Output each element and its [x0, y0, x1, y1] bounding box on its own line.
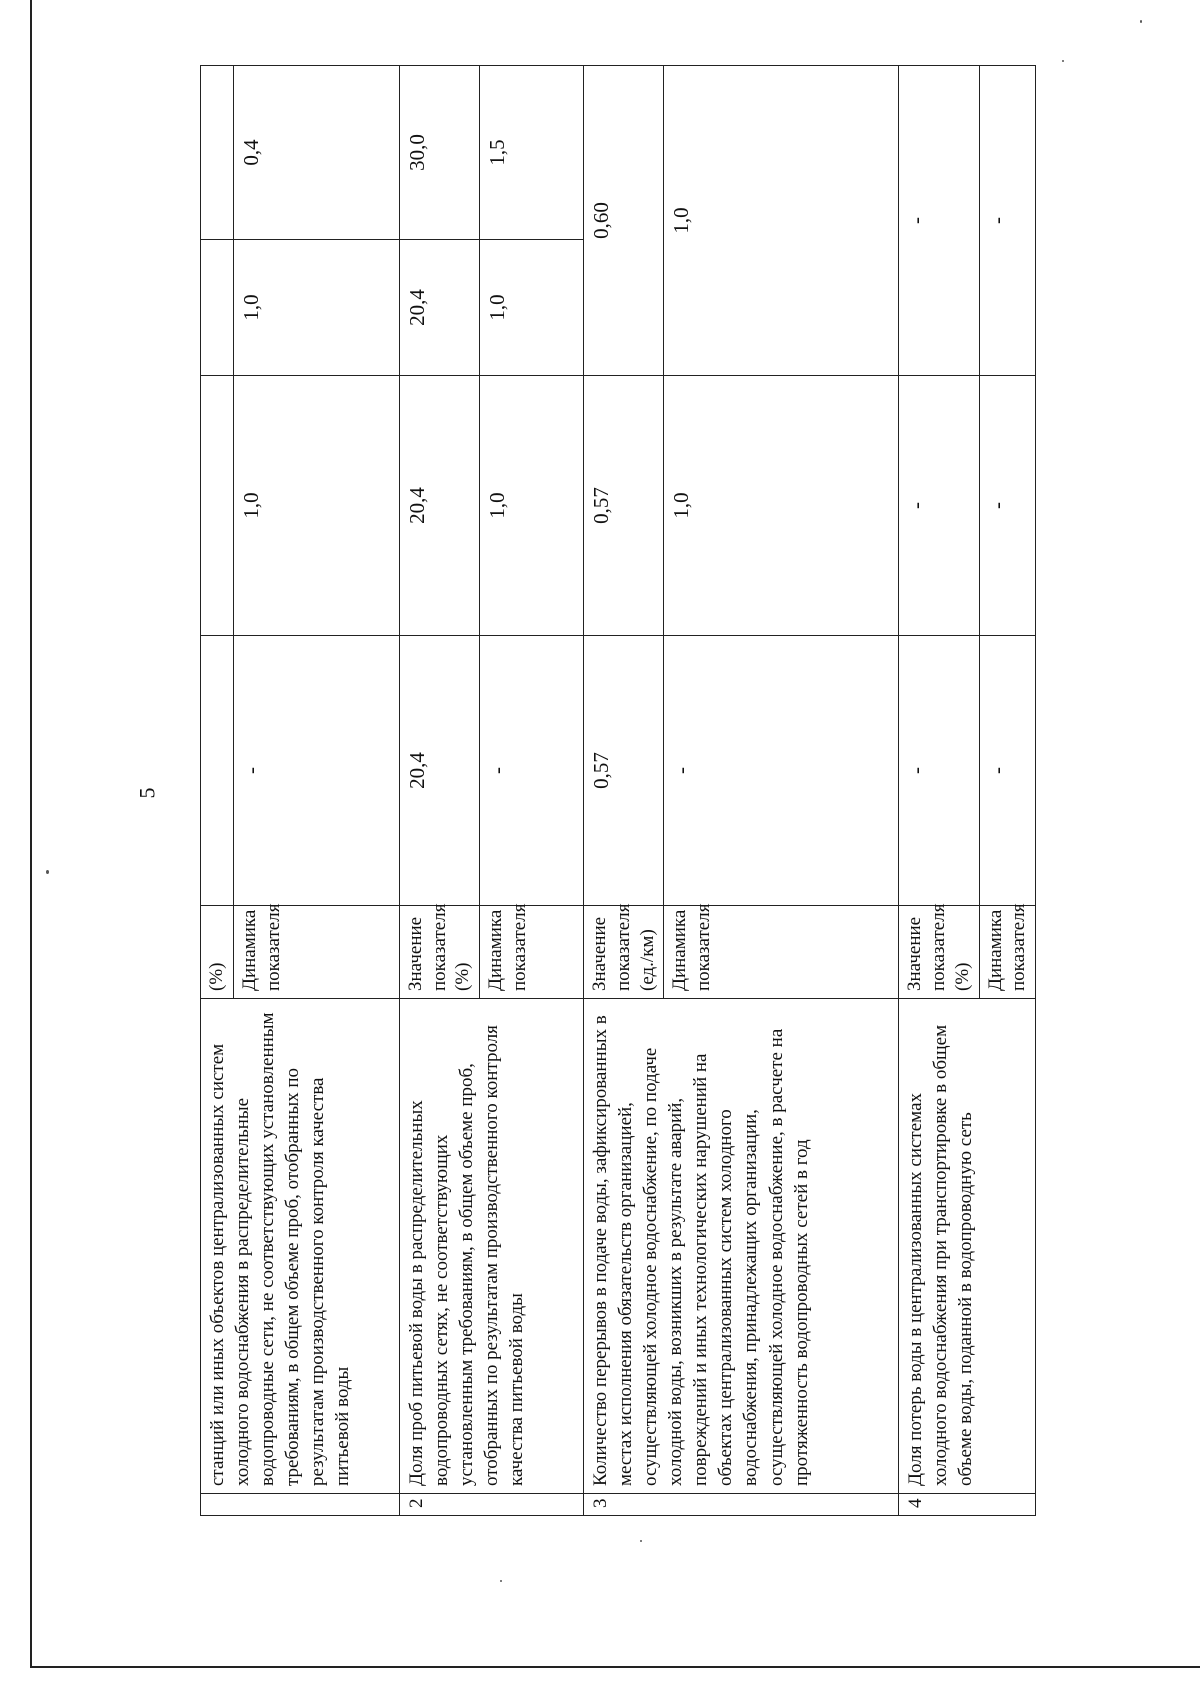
page-number: 5	[134, 787, 160, 799]
value-cell: 20,4	[399, 376, 479, 636]
value-cell: -	[979, 636, 1036, 906]
value-cell: 1,0	[233, 240, 399, 376]
scan-speck	[1062, 60, 1064, 62]
table-row	[201, 66, 234, 1516]
value-cell: 30,0	[399, 66, 479, 240]
value-cell	[201, 376, 234, 636]
indicators-table-wrap	[200, 66, 1030, 1516]
indicator-type: Динамика показателя	[480, 906, 584, 999]
row-number: 4	[899, 1494, 1036, 1516]
value-cell: -	[233, 636, 399, 906]
row-number: 2	[399, 1494, 583, 1516]
row-number: 3	[584, 1494, 899, 1516]
value-cell	[201, 636, 234, 906]
value-cell: 1,0	[664, 376, 899, 636]
value-cell: 1,0	[480, 376, 584, 636]
scan-speck	[1140, 20, 1142, 23]
value-cell: 0,57	[584, 376, 664, 636]
value-cell: -	[899, 636, 979, 906]
indicator-type: Значение показателя (%)	[399, 906, 479, 999]
value-cell: -	[899, 66, 979, 376]
table-row	[399, 66, 479, 1516]
scan-speck	[46, 870, 49, 874]
value-cell: -	[480, 636, 584, 906]
scan-speck	[640, 1540, 642, 1542]
indicator-type: Динамика показателя	[979, 906, 1036, 999]
indicator-name: Доля проб питьевой воды в распределительных водопроводных сетях, не соответствующих установленным требованиям, в общем объеме проб, отобранных по результатам производственного контроля качества питьевой воды	[399, 999, 583, 1494]
value-cell: -	[664, 636, 899, 906]
scan-speck	[500, 1580, 502, 1582]
value-cell: -	[979, 376, 1036, 636]
indicator-name: станций или иных объектов централизованных систем холодного водоснабжения в распределительные водопроводные сети, не соответствующих установленным требованиям, в общем объеме проб, отобранных по результатам производственного контроля качества питьевой воды	[201, 999, 400, 1494]
value-cell: 1,0	[480, 240, 584, 376]
row-number	[201, 1494, 400, 1516]
indicator-type: Значение показателя (%)	[899, 906, 979, 999]
value-cell: 20,4	[399, 636, 479, 906]
value-cell: 0,60	[584, 66, 664, 376]
value-cell: 1,0	[233, 376, 399, 636]
value-cell: 0,4	[233, 66, 399, 240]
indicators-table	[200, 65, 1036, 1516]
value-cell: 1,0	[664, 66, 899, 376]
value-cell: 20,4	[399, 240, 479, 376]
indicator-type: Динамика показателя	[664, 906, 899, 999]
rotated-table-container	[200, 66, 1030, 1516]
indicator-type: Значение показателя (ед./км)	[584, 906, 664, 999]
table-row	[899, 66, 979, 1516]
indicator-type: (%)	[201, 906, 234, 999]
indicator-name: Количество перерывов в подаче воды, зафиксированных в местах исполнения обязательств организацией, осуществляющей холодное водоснабжение, по подаче холодной воды, возникших в результате аварий, повреждений и иных технологических нарушений на объектах централизованных систем холодного водоснабжения, принадлежащих организации, осуществляющей холодное водоснабжение, в расчете на протяженность водопроводных сетей в год	[584, 999, 899, 1494]
value-cell	[201, 240, 234, 376]
indicator-type: Динамика показателя	[233, 906, 399, 999]
value-cell	[201, 66, 234, 240]
value-cell: -	[899, 376, 979, 636]
indicator-name: Доля потерь воды в централизованных системах холодного водоснабжения при транспортировке в общем объеме воды, поданной в водопроводную сеть	[899, 999, 1036, 1494]
value-cell: 0,57	[584, 636, 664, 906]
value-cell: -	[979, 66, 1036, 376]
value-cell: 1,5	[480, 66, 584, 240]
table-row	[584, 66, 664, 1516]
